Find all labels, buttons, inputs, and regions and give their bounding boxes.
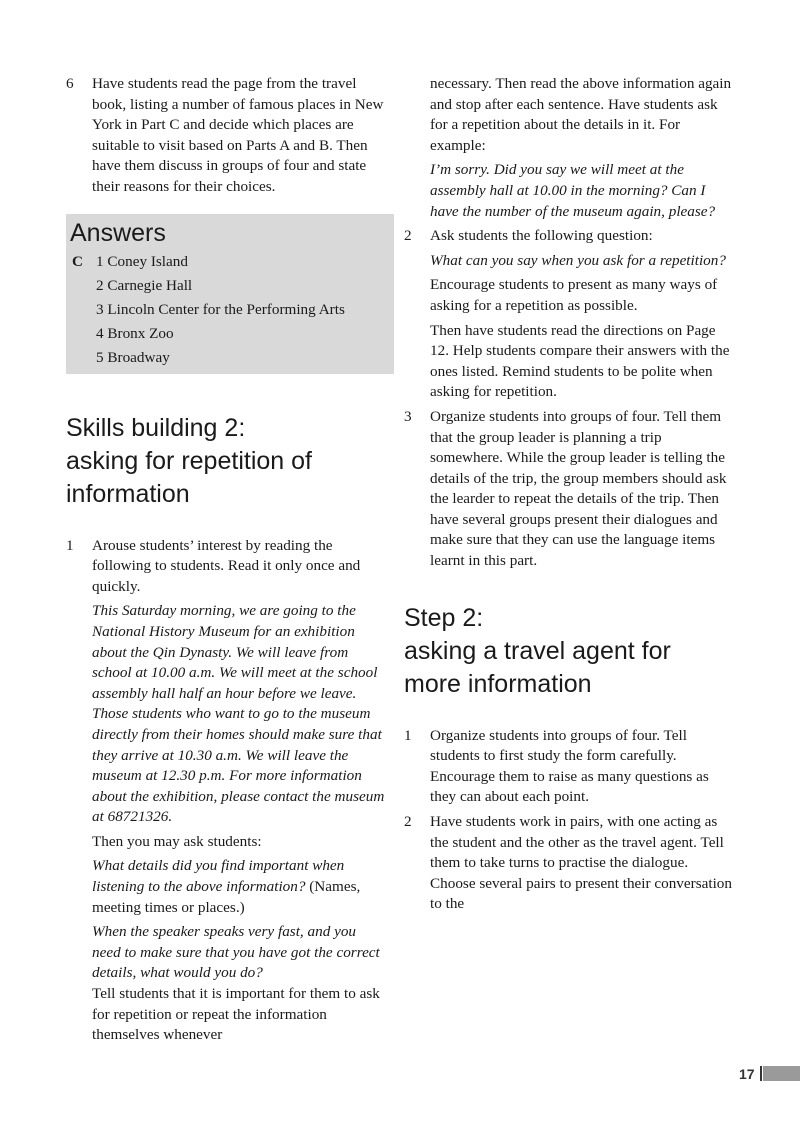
list-item-6 bbox=[66, 74, 388, 198]
item-text: Arouse students’ interest by reading the following to students. Read it only once and quickly. bbox=[92, 536, 361, 595]
left-column bbox=[66, 74, 388, 1046]
answer-text: 2 Carnegie Hall bbox=[96, 276, 193, 294]
item-text: Have students read the page from the travel book, listing a number of famous places in New York in Part C and decide which places are suitable to visit based on Parts A and B. Then have them discuss in groups of four and state their reasons for their choices. bbox=[92, 75, 384, 195]
item-paragraph: Encourage students to present as many ways of asking for a repetition as possible. bbox=[430, 276, 718, 314]
item-number: 6 bbox=[66, 75, 74, 92]
example-italic: I’m sorry. Did you say we will meet at the assembly hall at 10.00 in the morning? Can I have the number of the museum again, please? bbox=[430, 161, 716, 220]
step-list-item-1 bbox=[404, 726, 734, 808]
instruction-text: Tell students that it is important for them to ask for repetition or repeat the information themselves whenever bbox=[92, 985, 380, 1044]
page-number: 17 bbox=[739, 1066, 755, 1082]
answer-item bbox=[70, 298, 388, 322]
answer-item bbox=[70, 250, 388, 274]
item-text: Have students work in pairs, with one acting as the student and the other as the travel agent. Tell them to take turns to practise the dialogue. Choose several pairs to present their conversation to the bbox=[430, 813, 732, 913]
section-title bbox=[66, 412, 388, 511]
section-title-line: asking a travel agent for bbox=[404, 636, 671, 665]
page-marker-bar bbox=[763, 1066, 800, 1081]
answer-item bbox=[70, 274, 388, 298]
answer-part-label: C bbox=[72, 252, 83, 270]
page-marker-tick bbox=[760, 1066, 762, 1081]
item-text: Organize students into groups of four. Tell students to first study the form carefully. Encourage them to raise as many questions as they can about each point. bbox=[430, 726, 709, 806]
italic-passage: This Saturday morning, we are going to the National History Museum for an exhibition about the Qin Dynasty. We will leave from school at 10.00 a.m. We will meet at the school assembly hall half an hour before we leave. Those students who want to go to the museum directly from their homes should make sure that they arrive at 10.30 a.m. We will leave the museum at 12.30 p.m. For more information about the exhibition, please contact the museum at 68721326. bbox=[92, 602, 385, 826]
section-title-line: asking for repetition of bbox=[66, 446, 312, 475]
continued-text: necessary. Then read the above information again and stop after each sentence. Have students ask for a repetition about the details in it. For example: bbox=[430, 75, 732, 154]
answer-item bbox=[70, 346, 388, 370]
step-list-item-2 bbox=[404, 812, 734, 915]
answer-text: 3 Lincoln Center for the Performing Arts bbox=[96, 300, 345, 318]
answers-title: Answers bbox=[70, 218, 166, 247]
question-1-answer: (Names, meeting times or places.) bbox=[92, 878, 361, 916]
section-title-line: information bbox=[66, 479, 190, 508]
item-text: Organize students into groups of four. Tell them that the group leader is planning a trip somewhere. While the group leader is telling the details of the trip, the group members should ask the learder to repeat the details of the trip. Then have several groups present their dialogues and make sure that they can use the language items learnt in this part. bbox=[430, 407, 727, 570]
item-text: Ask students the following question: bbox=[430, 227, 653, 245]
item-number: 3 bbox=[404, 407, 412, 425]
answers-box bbox=[66, 214, 394, 374]
item-paragraph: Then have students read the directions on Page 12. Help students compare their answers with the ones listed. Remind students to be polite when asking for repetition. bbox=[430, 321, 730, 401]
answer-text: 4 Bronx Zoo bbox=[96, 324, 174, 342]
question-italic: What can you say when you ask for a repetition? bbox=[430, 251, 726, 269]
section-title bbox=[404, 602, 734, 701]
question-2: When the speaker speaks very fast, and you need to make sure that you have got the correct details, what would you do? bbox=[92, 923, 380, 982]
item-number: 1 bbox=[404, 726, 412, 744]
right-column bbox=[404, 74, 734, 915]
list-item-2 bbox=[404, 226, 734, 403]
section-title-line: Skills building 2: bbox=[66, 413, 246, 442]
list-item-3 bbox=[404, 407, 734, 572]
item-number: 1 bbox=[66, 536, 74, 554]
answer-item bbox=[70, 322, 388, 346]
list-item-1 bbox=[66, 536, 388, 1046]
instruction-text: Then you may ask students: bbox=[92, 832, 262, 850]
answer-text: 1 Coney Island bbox=[96, 252, 188, 270]
item-number: 2 bbox=[404, 227, 412, 245]
item-number: 2 bbox=[404, 813, 412, 831]
answer-text: 5 Broadway bbox=[96, 348, 170, 366]
section-title-line: more information bbox=[404, 669, 592, 698]
question-1 bbox=[92, 856, 388, 918]
section-title-line: Step 2: bbox=[404, 603, 484, 632]
question-1-italic: What details did you find important when listening to the above information? bbox=[92, 857, 345, 896]
